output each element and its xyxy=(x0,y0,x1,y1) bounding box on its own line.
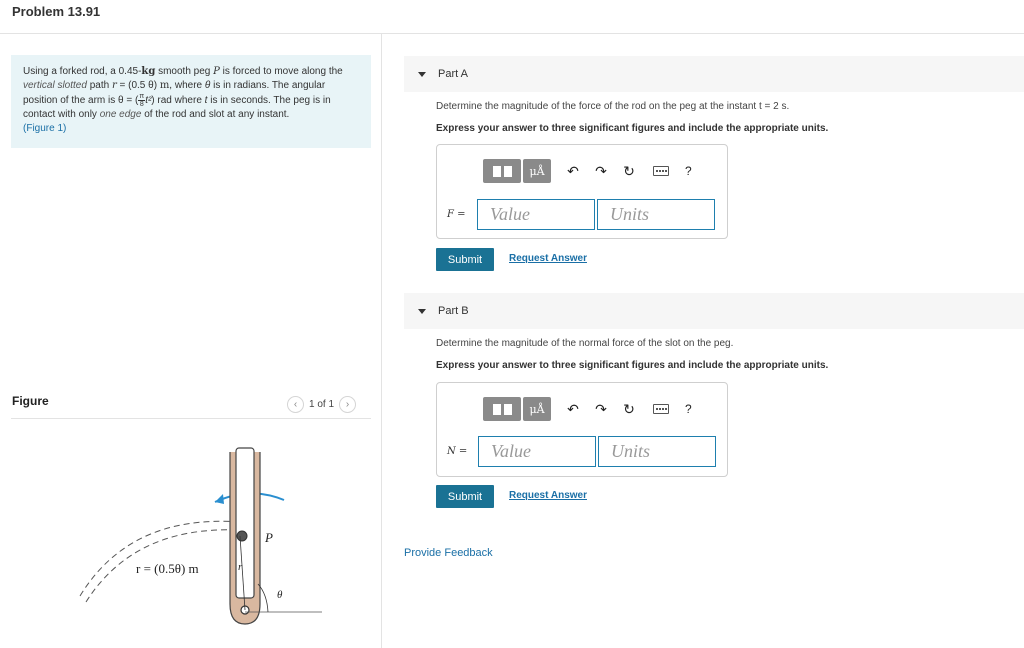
prev-figure-button[interactable]: ‹ xyxy=(287,396,304,413)
value-input[interactable]: Value xyxy=(478,436,596,467)
undo-icon[interactable]: ↶ xyxy=(567,163,579,179)
path-equation-label: r = (0.5θ) m xyxy=(136,561,199,576)
reset-icon[interactable]: ↻ xyxy=(623,401,635,417)
collapse-caret-icon xyxy=(418,72,426,77)
collapse-caret-icon xyxy=(418,309,426,314)
forked-rod-figure xyxy=(70,444,340,634)
part-b-header[interactable]: Part B xyxy=(404,293,1024,329)
units-input[interactable]: Units xyxy=(598,436,716,467)
part-a-request-answer-link[interactable]: Request Answer xyxy=(509,253,587,264)
units-symbols-button[interactable]: μÅ xyxy=(523,397,551,421)
fork-slot xyxy=(236,448,254,598)
column-divider xyxy=(381,34,382,648)
templates-button[interactable] xyxy=(483,397,521,421)
figure-page-indicator: 1 of 1 xyxy=(309,399,335,410)
figure-pager xyxy=(287,396,356,413)
part-a-prompt: Determine the magnitude of the force of the rod on the peg at the instant t = 2 s. xyxy=(436,101,790,112)
part-b-instructions: Express your answer to three significant figures and include the appropriate units. xyxy=(436,360,829,371)
header-divider xyxy=(0,33,1024,34)
rotation-arrow-icon xyxy=(215,494,224,504)
peg xyxy=(237,531,247,541)
figure-divider xyxy=(11,418,371,419)
keyboard-icon[interactable] xyxy=(653,404,669,414)
problem-title: Problem 13.91 xyxy=(12,4,101,19)
slot-outer-path xyxy=(80,521,240,596)
part-b-request-answer-link[interactable]: Request Answer xyxy=(509,490,587,501)
redo-icon[interactable]: ↷ xyxy=(595,163,607,179)
help-icon[interactable]: ? xyxy=(685,402,692,416)
peg-label: P xyxy=(265,530,273,545)
problem-statement: Using a forked rod, a 0.45-kg smooth peg P is forced to move along the vertical slotted path r = (0.5 θ) m, where θ is in radians. The angular position of the arm is θ = ( $\frac{\pi}{8}$ t²) rad where t is in seconds. The peg is in contact with only one edge of the rod and slot at any instant. (Figure 1) xyxy=(11,55,371,148)
templates-button[interactable] xyxy=(483,159,521,183)
theta-label: θ xyxy=(277,589,283,601)
figure-heading: Figure xyxy=(12,394,49,408)
keyboard-icon[interactable] xyxy=(653,166,669,176)
part-b-answer-box xyxy=(436,382,728,477)
help-icon[interactable]: ? xyxy=(685,164,692,178)
part-a-header[interactable]: Part A xyxy=(404,56,1024,92)
part-b-prompt: Determine the magnitude of the normal force of the slot on the peg. xyxy=(436,338,734,349)
redo-icon[interactable]: ↷ xyxy=(595,401,607,417)
part-a-instructions: Express your answer to three significant figures and include the appropriate units. xyxy=(436,123,829,134)
force-variable-label: F = xyxy=(447,209,466,220)
provide-feedback-link[interactable]: Provide Feedback xyxy=(404,547,493,559)
math-toolbar xyxy=(483,159,692,183)
math-toolbar xyxy=(483,397,692,421)
reset-icon[interactable]: ↻ xyxy=(623,163,635,179)
next-figure-button[interactable]: › xyxy=(339,396,356,413)
value-input[interactable]: Value xyxy=(477,199,595,230)
pi-over-8-fraction: $\frac{\pi}{8}$ xyxy=(139,93,145,108)
undo-icon[interactable]: ↶ xyxy=(567,401,579,417)
part-b-submit-button[interactable]: Submit xyxy=(436,485,494,508)
normal-force-variable-label: N = xyxy=(447,446,468,457)
part-a-submit-button[interactable]: Submit xyxy=(436,248,494,271)
units-input[interactable]: Units xyxy=(597,199,715,230)
units-symbols-button[interactable]: μÅ xyxy=(523,159,551,183)
part-a-answer-box xyxy=(436,144,728,239)
radius-label: r xyxy=(238,561,243,573)
figure-link[interactable]: (Figure 1) xyxy=(23,123,67,135)
